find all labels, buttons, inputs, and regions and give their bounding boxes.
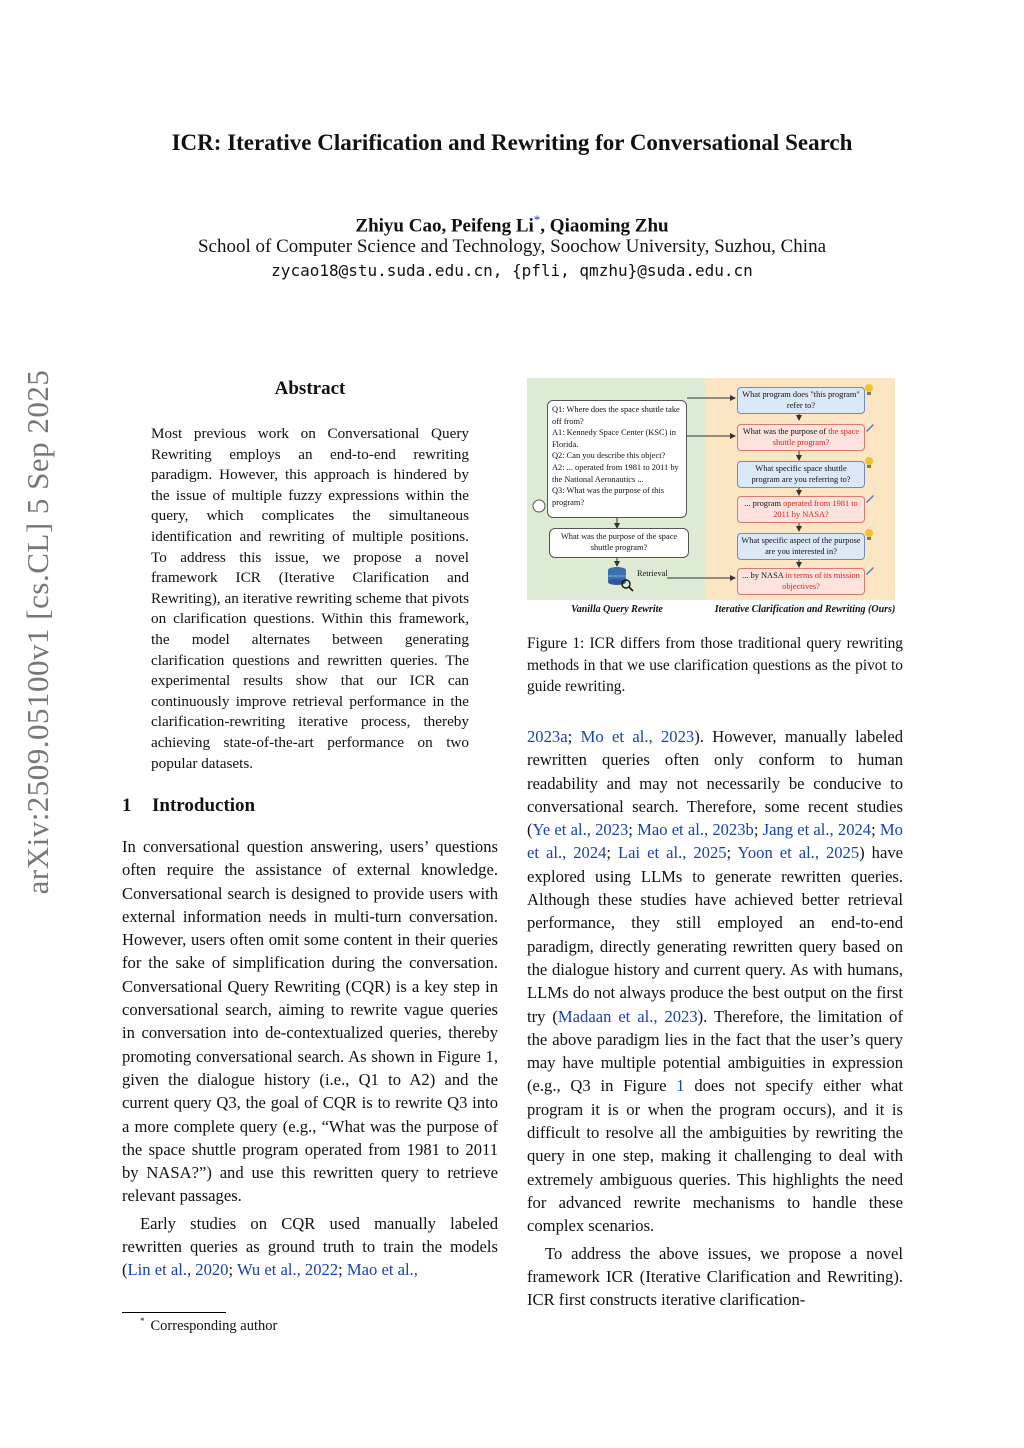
dialogue-turn: Q3: What was the purpose of this program?	[552, 486, 664, 507]
dialogue-turn: A2: ... operated from 1981 to 2011 by the National Aeronautics ...	[552, 462, 679, 484]
abstract-text: Most previous work on Conversational Query Rewriting employs an end-to-end rewriting paradigm. However, this approach is hindered by the issue of multiple fuzzy expressions within the query, which complicates the simultaneous identification and rewriting of multiple positions. To address this issue, we propose a novel framework ICR (Iterative Clarification and Rewriting), an iterative rewriting scheme that pivots on clarification questions. Within this framework, the model alternates between generating clarification questions and rewritten queries. The experimental results show that our ICR can continuously improve retrieval performance in the clarification-rewriting iterative process, thereby achieving state-of-the-art performance on two popular datasets.	[151, 425, 469, 772]
author-list	[0, 212, 1024, 237]
dialogue-turn: Q2: Can you describe this object?	[552, 451, 666, 461]
section-number: 1	[122, 795, 132, 816]
right-text: ) have explored using LLMs to generate rewritten queries. Although these studies have achieved better retrieval performance, they still employed an end-to-end paradigm, directly generating rewritten query based on the dialogue history and current query. As with humans, LLMs do not always produce the best output on the first try (	[527, 843, 903, 1026]
citation-link[interactable]: Yoon et al., 2025	[737, 843, 860, 863]
pencil-icon	[864, 421, 876, 433]
lightbulb-icon	[863, 383, 875, 397]
vanilla-label: Vanilla Query Rewrite	[571, 604, 663, 615]
rewrite-2	[737, 496, 865, 523]
paper-title: ICR: Iterative Clarification and Rewriting for Conversational Search	[171, 130, 853, 155]
clarification-question-1: What program does "this program" refer to?	[737, 387, 865, 414]
rewrite-3-highlight: in terms of its mission objectives?	[782, 571, 860, 591]
arxiv-stamp	[8, 232, 68, 1032]
rewrite-3	[737, 568, 865, 595]
citation-link[interactable]: Wu et al., 2022	[236, 1260, 339, 1280]
rewrite-2-highlight: operated from 1981 to 2011 by NASA?	[773, 499, 858, 519]
dialogue-turn: Q1: Where does the space shuttle take off from?	[552, 405, 680, 426]
citation-link[interactable]: Mo et al., 2024	[527, 820, 903, 863]
arxiv-id: arXiv:2509.05100v1 [cs.CL] 5 Sep 2025	[20, 369, 55, 895]
lightbulb-icon	[863, 528, 875, 542]
authors-main: Zhiyu Cao, Peifeng Li	[355, 215, 534, 237]
section-title: Introduction	[152, 795, 256, 816]
pencil-icon	[864, 492, 876, 504]
citation-link[interactable]: Mo et al., 2023	[580, 727, 695, 746]
citation-link[interactable]: Lai et al., 2025	[618, 843, 727, 863]
abstract-heading: Abstract	[274, 378, 346, 399]
corresponding-mark: *	[533, 212, 541, 227]
footnote	[140, 1316, 277, 1335]
citation-link[interactable]: Jang et al., 2024	[762, 820, 872, 840]
footnote-text: Corresponding author	[150, 1317, 278, 1334]
figure-link[interactable]: 1	[676, 1076, 685, 1096]
affiliation: School of Computer Science and Technology, Soochow University, Suzhou, China	[197, 236, 827, 257]
section-heading-introduction	[122, 795, 255, 817]
rewrite-1-highlight: the space shuttle program?	[772, 427, 860, 447]
rewrite-2-plain: ... program	[744, 499, 784, 508]
database-icon	[608, 567, 633, 591]
citation-link[interactable]: Mao et al.,	[346, 1260, 418, 1280]
intro-paragraph-2: Early studies on CQR used manually labeled rewritten queries as ground truth to train the models (Lin et al., 2020; Wu et al., 2022; Mao et al.,	[122, 1213, 498, 1280]
rewrite-1	[737, 424, 865, 451]
retrieval-label: Retrieval	[637, 569, 668, 578]
author-emails: zycao18@stu.suda.edu.cn, {pfli, qmzhu}@suda.edu.cn	[271, 261, 753, 280]
intro-left-column	[122, 835, 498, 1282]
citation-link[interactable]: Lin et al., 2020	[127, 1260, 229, 1280]
right-text: ). However, manually labeled rewritten queries often only conform to human readability and may not necessarily be conducive to conversational search. Therefore, some recent studies (	[527, 727, 903, 840]
footnote-mark: *	[140, 1316, 145, 1326]
right-text: ). Therefore, the limitation of the above paradigm lies in the fact that the user’s query may have multiple potential ambiguities in expression (e.g., Q3 in Figure	[527, 1006, 904, 1096]
intro-paragraph-2-text: Early studies on CQR used manually labeled rewritten queries as ground truth to train the models (	[122, 1213, 498, 1280]
lightbulb-icon	[863, 456, 875, 470]
right-text: does not specify either what program it is or when the program occurs), and it is difficult to resolve all the ambiguities by rewriting the query in one step, making it challenging to deal with extremely ambiguous queries. This highlights the need for advanced rewrite mechanisms to handle these complex scenarios.	[527, 1076, 903, 1236]
dialogue-history	[547, 400, 687, 518]
intro-paragraph-1: In conversational question answering, users’ questions often require the assistance of external knowledge. Conversational search is designed to provide users with external information needs in multi-turn conversation. However, users often omit some content in their queries for the sake of simplification during the conversation. Conversational Query Rewriting (CQR) is a key step in conversational search, aiming to rewrite vague queries in conversation into de-contextualized queries, thereby promoting conversational search. As shown in Figure 1, given the dialogue history (i.e., Q1 to A2) and the current query Q3, the goal of CQR is to rewrite Q3 into a more complete query (e.g., “What was the purpose of the space shuttle program operated from 1981 to 2011 by NASA?”) and use this rewritten query to retrieve relevant passages.	[122, 837, 498, 1206]
vanilla-rewrite-box: What was the purpose of the space shuttle program?	[549, 528, 689, 558]
right-paragraph-2: To address the above issues, we propose a novel framework ICR (Iterative Clarification and Rewriting). ICR first constructs iterative clarification-	[527, 1243, 903, 1310]
rewrite-1-plain: What was the purpose of	[742, 427, 829, 436]
citation-link[interactable]: Madaan et al., 2023	[557, 1006, 698, 1026]
intro-right-column	[527, 725, 903, 1311]
authors-tail: , Qiaoming Zhu	[540, 215, 669, 237]
figure-1	[527, 378, 905, 618]
right-paragraph-1: 2023a; Mo et al., 2023). However, manually labeled rewritten queries often only conform to human readability and may not necessarily be conducive to conversational search. Therefore, some recent studies (Ye et al., 2023; Mao et al., 2023b; Jang et al., 2024; Mo et al., 2024; Lai et al., 2025; Yoon et al., 2025) have explored using LLMs to generate rewritten queries. Although these studies have achieved better retrieval performance, they still employed an end-to-end paradigm, directly generating rewritten query based on the dialogue history and current query. As with humans, LLMs do not always produce the best output on the first try (Madaan et al., 2023). Therefore, the limitation of the above paradigm lies in the fact that the user’s query may have multiple potential ambiguities in expression (e.g., Q3 in Figure 1 does not specify either what program it is or when the program occurs), and it is difficult to resolve all the ambiguities by rewriting the query in one step, making it challenging to deal with extremely ambiguous queries. This highlights the need for advanced rewrite mechanisms to handle these complex scenarios.	[527, 727, 904, 1236]
figure-caption: Figure 1: ICR differs from those traditional query rewriting methods in that we use clarification questions as the pivot to guide rewriting.	[527, 635, 903, 695]
chat-bubble-tail	[533, 500, 545, 512]
citation-link[interactable]: Mao et al., 2023b	[637, 820, 754, 840]
citation-link[interactable]: 2023a	[527, 727, 568, 746]
pencil-icon	[864, 564, 876, 576]
rewrite-3-plain: ... by NASA	[742, 571, 786, 580]
citation-link[interactable]: Ye et al., 2023	[532, 820, 629, 840]
icr-label: Iterative Clarification and Rewriting (Ours)	[714, 604, 896, 615]
clarification-question-2: What specific space shuttle program are you referring to?	[737, 461, 865, 488]
clarification-question-3: What specific aspect of the purpose are you interested in?	[737, 533, 865, 560]
footnote-divider	[122, 1312, 226, 1313]
dialogue-turn: A1: Kennedy Space Center (KSC) in Florida.	[552, 428, 676, 449]
